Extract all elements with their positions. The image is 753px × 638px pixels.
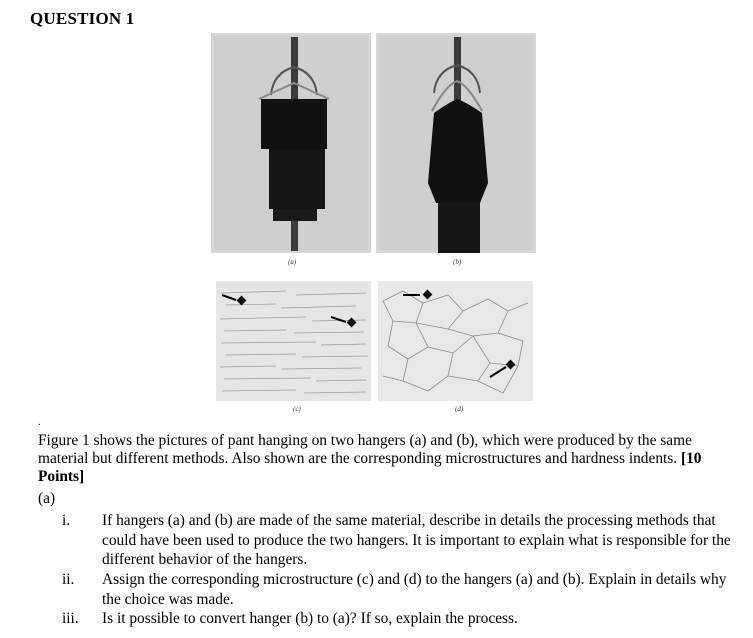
- item-number: i.: [62, 512, 71, 529]
- label-b: (b): [453, 258, 462, 266]
- item-number: ii.: [62, 571, 75, 588]
- figure-description: [38, 432, 728, 486]
- stray-dot: .: [38, 417, 41, 428]
- part-a-label: (a): [38, 490, 56, 507]
- question-heading: QUESTION 1: [30, 9, 135, 28]
- photo-hanger-a: [211, 33, 371, 266]
- photo-hanger-b: [376, 33, 536, 266]
- label-a: (a): [288, 258, 297, 266]
- micrograph-c: [216, 281, 371, 413]
- item-number: iii.: [62, 610, 79, 627]
- micrograph-d: [378, 281, 533, 413]
- item-text: Assign the corresponding microstructure (c) and (d) to the hangers (a) and (b). Explain in details why the choice was made.: [102, 571, 727, 608]
- description-text: Figure 1 shows the pictures of pant hanging on two hangers (a) and (b), which were produced by the same material but different methods. Also shown are the corresponding microstructures and hardness indents.: [38, 432, 692, 467]
- points-label: [10 Points]: [38, 450, 702, 485]
- item-text: Is it possible to convert hanger (b) to (a)? If so, explain the process.: [102, 610, 518, 627]
- label-c: (c): [293, 405, 301, 413]
- item-text: If hangers (a) and (b) are made of the same material, describe in details the processing methods that could have been used to produce the two hangers. It is important to explain what is responsible for the different behavior of the hangers.: [102, 512, 731, 568]
- label-d: (d): [455, 405, 464, 413]
